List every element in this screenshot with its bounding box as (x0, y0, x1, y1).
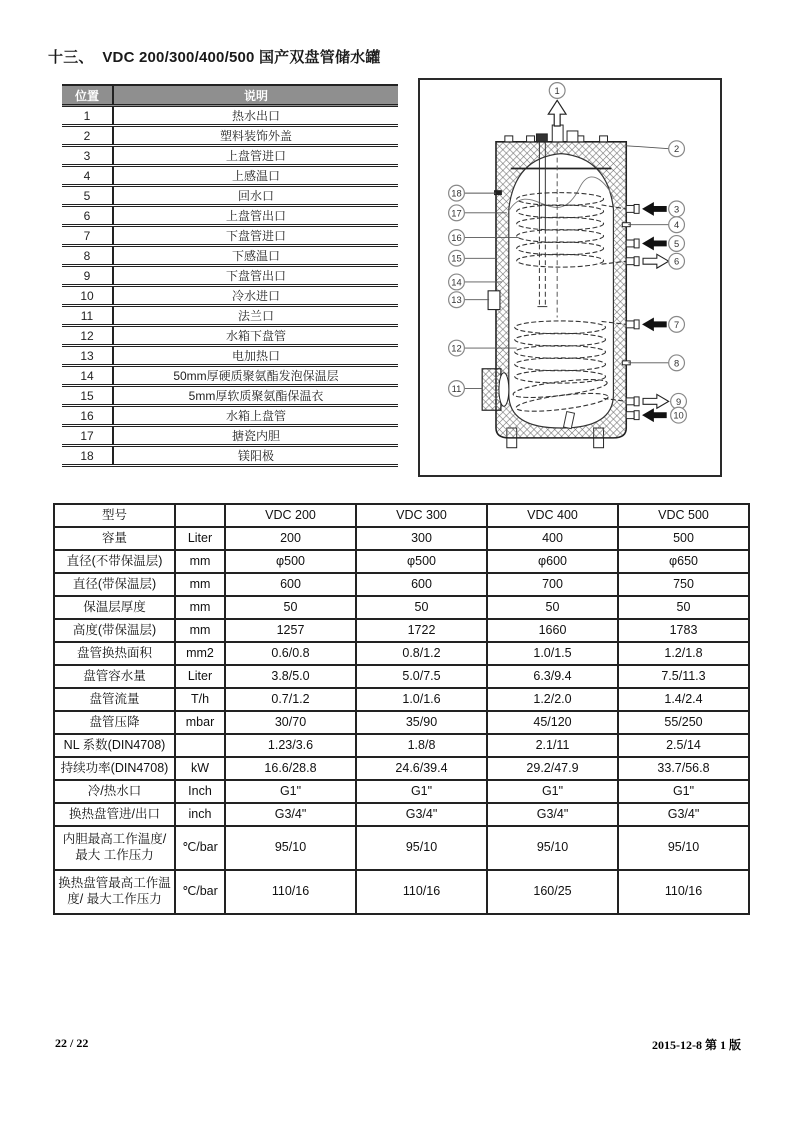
table-row (62, 206, 398, 226)
part-number: 6 (62, 206, 113, 226)
spec-label: 直径(不带保温层) (54, 550, 175, 573)
spec-value: 0.6/0.8 (225, 642, 356, 665)
callout-12 (449, 340, 465, 356)
table-row (62, 126, 398, 146)
top-fittings (505, 125, 608, 142)
spec-value: G3/4" (618, 803, 749, 826)
part-description: 50mm厚硬质聚氨酯发泡保温层 (113, 366, 398, 386)
tank-diagram (420, 80, 720, 475)
table-row (62, 386, 398, 406)
svg-text:18: 18 (451, 188, 462, 199)
spec-value: 5.0/7.5 (356, 665, 487, 688)
part-number: 3 (62, 146, 113, 166)
table-row (54, 711, 749, 734)
anode-wall-mark (494, 190, 502, 195)
spec-value: 0.7/1.2 (225, 688, 356, 711)
table-row (62, 226, 398, 246)
spec-unit: mbar (175, 711, 225, 734)
spec-unit: mm (175, 573, 225, 596)
spec-label: 换热盘管最高工作温度/ 最大工作压力 (54, 870, 175, 914)
spec-value: 29.2/47.9 (487, 757, 618, 780)
spec-value: G1" (225, 780, 356, 803)
spec-label: NL 系数(DIN4708) (54, 734, 175, 757)
part-number: 15 (62, 386, 113, 406)
flow-out-arrow-icon (643, 254, 669, 268)
flange-port (482, 369, 509, 410)
spec-value: φ500 (225, 550, 356, 573)
table-row (54, 619, 749, 642)
spec-model: VDC 400 (487, 504, 618, 527)
spec-label: 型号 (54, 504, 175, 527)
callout-13 (449, 292, 465, 308)
part-number: 1 (62, 106, 113, 126)
table-row (62, 266, 398, 286)
part-description: 回水口 (113, 186, 398, 206)
spec-value: 33.7/56.8 (618, 757, 749, 780)
table-row (54, 734, 749, 757)
table-row (54, 780, 749, 803)
svg-text:4: 4 (673, 220, 680, 231)
hot-water-outlet-pipe (552, 125, 563, 142)
table-row (54, 642, 749, 665)
spec-value: 1.0/1.6 (356, 688, 487, 711)
spec-unit: mm (175, 596, 225, 619)
spec-label: 保温层厚度 (54, 596, 175, 619)
part-number: 14 (62, 366, 113, 386)
parts-header-description: 说明 (113, 85, 398, 106)
callout-14 (449, 274, 465, 290)
spec-label: 换热盘管进/出口 (54, 803, 175, 826)
spec-value: 1257 (225, 619, 356, 642)
spec-value: 700 (487, 573, 618, 596)
spec-value: 1660 (487, 619, 618, 642)
spec-value: 50 (487, 596, 618, 619)
spec-model: VDC 200 (225, 504, 356, 527)
spec-label: 直径(带保温层) (54, 573, 175, 596)
flow-in-arrow-icon (642, 408, 667, 422)
spec-unit: ℃/bar (175, 870, 225, 914)
part-description: 水箱上盘管 (113, 406, 398, 426)
table-row (62, 106, 398, 126)
callout-17 (449, 205, 465, 221)
table-row (62, 186, 398, 206)
spec-unit: mm (175, 550, 225, 573)
spec-value: 600 (225, 573, 356, 596)
footer-version: 2015-12-8 第 1 版 (652, 1038, 741, 1052)
spec-value: 16.6/28.8 (225, 757, 356, 780)
spec-label: 盘管流量 (54, 688, 175, 711)
flow-in-arrow-icon (642, 237, 667, 251)
callout-2 (669, 141, 685, 157)
spec-value: φ600 (487, 550, 618, 573)
spec-label: 盘管换热面积 (54, 642, 175, 665)
spec-label: 盘管容水量 (54, 665, 175, 688)
spec-label: 容量 (54, 527, 175, 550)
spec-model: VDC 500 (618, 504, 749, 527)
svg-text:8: 8 (673, 358, 680, 369)
svg-text:13: 13 (451, 295, 462, 306)
spec-value: 7.5/11.3 (618, 665, 749, 688)
spec-value: 110/16 (618, 870, 749, 914)
svg-text:2: 2 (673, 144, 680, 155)
spec-value: 6.3/9.4 (487, 665, 618, 688)
callout-3 (669, 201, 685, 217)
spec-unit: T/h (175, 688, 225, 711)
inner-vessel (509, 154, 614, 428)
spec-label: 内胆最高工作温度/最大 工作压力 (54, 826, 175, 870)
spec-value: G3/4" (487, 803, 618, 826)
spec-value: 200 (225, 527, 356, 550)
spec-value: φ650 (618, 550, 749, 573)
svg-text:12: 12 (451, 343, 462, 354)
spec-unit (175, 504, 225, 527)
part-number: 16 (62, 406, 113, 426)
svg-text:15: 15 (451, 253, 462, 264)
spec-value: 50 (356, 596, 487, 619)
spec-value: 2.1/11 (487, 734, 618, 757)
callout-7 (669, 316, 685, 332)
spec-value: 1722 (356, 619, 487, 642)
spec-unit: Liter (175, 665, 225, 688)
part-number: 8 (62, 246, 113, 266)
spec-value: G1" (356, 780, 487, 803)
table-row (62, 286, 398, 306)
table-row (62, 446, 398, 466)
part-description: 法兰口 (113, 306, 398, 326)
part-number: 5 (62, 186, 113, 206)
part-number: 7 (62, 226, 113, 246)
spec-value: 95/10 (487, 826, 618, 870)
part-description: 上盘管进口 (113, 146, 398, 166)
spec-value: G3/4" (225, 803, 356, 826)
table-row (54, 826, 749, 870)
tank-diagram-frame (418, 78, 722, 477)
part-description: 镁阳极 (113, 446, 398, 466)
callout-5 (669, 236, 685, 252)
part-description: 上感温口 (113, 166, 398, 186)
table-row (54, 870, 749, 914)
spec-value: 3.8/5.0 (225, 665, 356, 688)
spec-label: 冷/热水口 (54, 780, 175, 803)
svg-text:7: 7 (673, 319, 680, 330)
table-row (54, 573, 749, 596)
callout-1 (549, 83, 565, 99)
table-row (54, 550, 749, 573)
svg-text:16: 16 (451, 232, 462, 243)
svg-text:14: 14 (451, 277, 462, 288)
part-number: 9 (62, 266, 113, 286)
spec-value: 50 (618, 596, 749, 619)
spec-label: 持续功率(DIN4708) (54, 757, 175, 780)
parts-header-position: 位置 (62, 85, 113, 106)
spec-value: 300 (356, 527, 487, 550)
spec-value: 110/16 (225, 870, 356, 914)
table-row (62, 306, 398, 326)
callout-6 (669, 253, 685, 269)
table-row (54, 596, 749, 619)
flow-in-arrow-icon (642, 317, 667, 331)
part-number: 10 (62, 286, 113, 306)
spec-value: 50 (225, 596, 356, 619)
spec-unit: ℃/bar (175, 826, 225, 870)
spec-value: 95/10 (225, 826, 356, 870)
svg-text:5: 5 (673, 238, 680, 249)
spec-value: 30/70 (225, 711, 356, 734)
svg-text:6: 6 (673, 256, 680, 267)
table-row (62, 146, 398, 166)
spec-unit: Inch (175, 780, 225, 803)
page-title: 十三、 VDC 200/300/400/500 国产双盘管储水罐 (48, 49, 381, 66)
footer-page-number: 22 / 22 (55, 1036, 89, 1050)
callout-8 (669, 355, 685, 371)
spec-value: 35/90 (356, 711, 487, 734)
part-number: 18 (62, 446, 113, 466)
spec-value: 1.2/1.8 (618, 642, 749, 665)
part-description: 冷水进口 (113, 286, 398, 306)
callout-11 (449, 381, 465, 397)
spec-value: 55/250 (618, 711, 749, 734)
spec-value: 1.8/8 (356, 734, 487, 757)
part-description: 水箱下盘管 (113, 326, 398, 346)
part-description: 电加热口 (113, 346, 398, 366)
table-row (54, 803, 749, 826)
hot-water-out-arrow-icon (548, 100, 566, 126)
part-description: 搪瓷内胆 (113, 426, 398, 446)
spec-value: 750 (618, 573, 749, 596)
table-row (62, 326, 398, 346)
part-number: 4 (62, 166, 113, 186)
table-row (54, 665, 749, 688)
part-description: 下感温口 (113, 246, 398, 266)
spec-value: φ500 (356, 550, 487, 573)
spec-unit: inch (175, 803, 225, 826)
spec-header-row (54, 504, 749, 527)
spec-value: G3/4" (356, 803, 487, 826)
table-row (62, 366, 398, 386)
table-row (62, 346, 398, 366)
spec-value: 95/10 (356, 826, 487, 870)
svg-text:1: 1 (554, 85, 560, 96)
spec-value: 1.0/1.5 (487, 642, 618, 665)
spec-value: 1783 (618, 619, 749, 642)
spec-value: G1" (618, 780, 749, 803)
spec-value: G1" (487, 780, 618, 803)
spec-unit: kW (175, 757, 225, 780)
svg-text:9: 9 (675, 396, 682, 407)
svg-text:11: 11 (451, 383, 462, 394)
table-row (62, 406, 398, 426)
svg-text:3: 3 (673, 204, 680, 215)
spec-value: 1.2/2.0 (487, 688, 618, 711)
part-description: 上盘管出口 (113, 206, 398, 226)
callout-15 (449, 250, 465, 266)
table-row (54, 688, 749, 711)
spec-unit: mm2 (175, 642, 225, 665)
table-row (62, 426, 398, 446)
part-description: 下盘管进口 (113, 226, 398, 246)
part-description: 5mm厚软质聚氨酯保温衣 (113, 386, 398, 406)
spec-unit: Liter (175, 527, 225, 550)
spec-unit (175, 734, 225, 757)
spec-label: 盘管压降 (54, 711, 175, 734)
callout-18 (449, 185, 465, 201)
svg-text:17: 17 (451, 208, 462, 219)
spec-value: 0.8/1.2 (356, 642, 487, 665)
part-number: 2 (62, 126, 113, 146)
callout-4 (669, 217, 685, 233)
table-row (62, 166, 398, 186)
callout-16 (449, 230, 465, 246)
spec-value: 1.23/3.6 (225, 734, 356, 757)
spec-value: 2.5/14 (618, 734, 749, 757)
part-description: 热水出口 (113, 106, 398, 126)
svg-text:10: 10 (673, 410, 684, 421)
part-number: 12 (62, 326, 113, 346)
spec-value: 24.6/39.4 (356, 757, 487, 780)
part-number: 13 (62, 346, 113, 366)
flow-in-arrow-icon (642, 202, 667, 216)
spec-value: 45/120 (487, 711, 618, 734)
spec-table (53, 503, 750, 915)
table-row (54, 527, 749, 550)
heater-port (488, 291, 500, 310)
part-description: 下盘管出口 (113, 266, 398, 286)
parts-table (62, 84, 398, 467)
spec-value: 110/16 (356, 870, 487, 914)
spec-unit: mm (175, 619, 225, 642)
spec-value: 500 (618, 527, 749, 550)
part-number: 11 (62, 306, 113, 326)
spec-model: VDC 300 (356, 504, 487, 527)
flow-out-arrow-icon (643, 394, 669, 408)
spec-value: 95/10 (618, 826, 749, 870)
spec-value: 400 (487, 527, 618, 550)
part-number: 17 (62, 426, 113, 446)
parts-table-header-row (62, 85, 398, 106)
callout-10 (671, 407, 687, 423)
table-row (62, 246, 398, 266)
spec-value: 600 (356, 573, 487, 596)
spec-value: 160/25 (487, 870, 618, 914)
part-description: 塑料装饰外盖 (113, 126, 398, 146)
spec-value: 1.4/2.4 (618, 688, 749, 711)
table-row (54, 757, 749, 780)
spec-label: 高度(带保温层) (54, 619, 175, 642)
